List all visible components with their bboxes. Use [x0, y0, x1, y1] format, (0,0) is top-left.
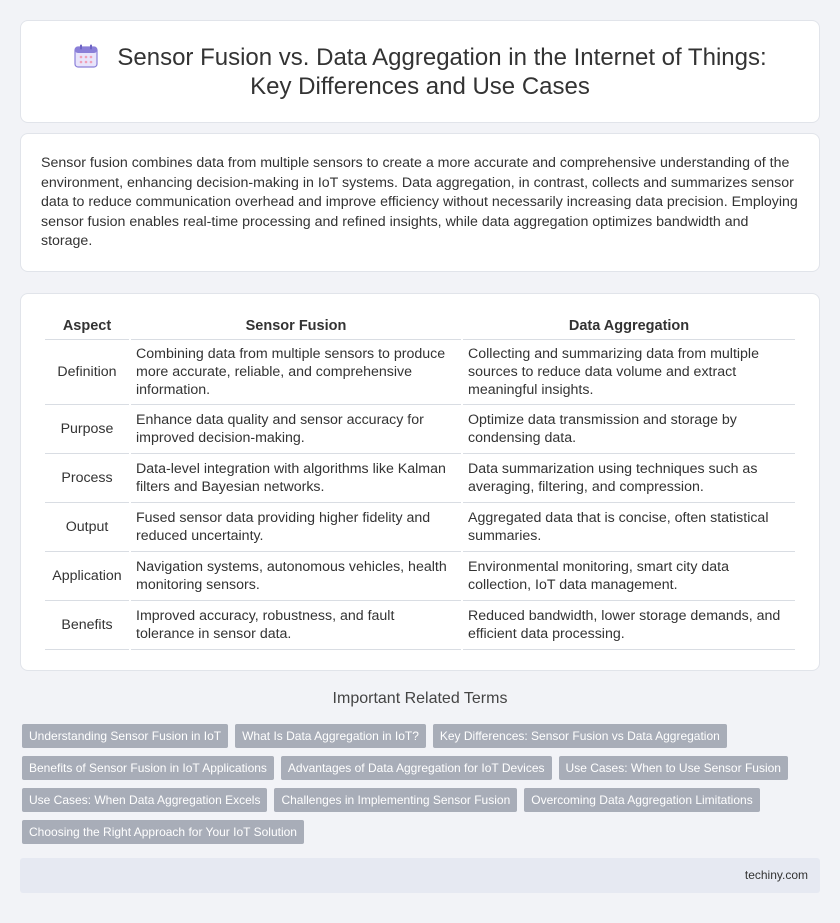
related-term-link[interactable]: What Is Data Aggregation in IoT? — [235, 724, 426, 748]
table-row — [45, 405, 795, 454]
related-terms-title: Important Related Terms — [332, 690, 508, 707]
related-term-link[interactable]: Benefits of Sensor Fusion in IoT Applications — [22, 756, 274, 780]
row-data-aggregation: Data summarization using techniques such as averaging, filtering, and compression. — [463, 454, 795, 503]
related-terms-list — [22, 724, 822, 844]
title-card — [20, 20, 820, 123]
row-sensor-fusion: Combining data from multiple sensors to produce more accurate, reliable, and comprehensive information. — [131, 340, 461, 405]
table-row — [45, 340, 795, 405]
related-term-link[interactable]: Use Cases: When to Use Sensor Fusion — [559, 756, 788, 780]
table-row — [45, 503, 795, 552]
row-sensor-fusion: Data-level integration with algorithms like Kalman filters and Bayesian networks. — [131, 454, 461, 503]
row-sensor-fusion: Enhance data quality and sensor accuracy for improved decision-making. — [131, 405, 461, 454]
table-header-row — [45, 312, 795, 340]
row-aspect: Output — [45, 503, 129, 552]
row-data-aggregation: Reduced bandwidth, lower storage demands, and efficient data processing. — [463, 601, 795, 650]
header-data-aggregation: Data Aggregation — [463, 312, 795, 340]
related-term-link[interactable]: Key Differences: Sensor Fusion vs Data Aggregation — [433, 724, 727, 748]
related-term-link[interactable]: Use Cases: When Data Aggregation Excels — [22, 788, 267, 812]
footer-site-link[interactable]: techiny.com — [744, 868, 808, 882]
header-sensor-fusion: Sensor Fusion — [131, 312, 461, 340]
row-aspect: Purpose — [45, 405, 129, 454]
row-aspect: Definition — [45, 340, 129, 405]
row-aspect: Benefits — [45, 601, 129, 650]
related-term-link[interactable]: Overcoming Data Aggregation Limitations — [524, 788, 759, 812]
comparison-table-card — [20, 293, 820, 671]
row-data-aggregation: Environmental monitoring, smart city data collection, IoT data management. — [463, 552, 795, 601]
page-title — [61, 43, 779, 101]
row-sensor-fusion: Fused sensor data providing higher fidelity and reduced uncertainty. — [131, 503, 461, 552]
page-title-text: Sensor Fusion vs. Data Aggregation in the Internet of Things: Key Differences and Use Cases — [117, 43, 767, 100]
intro-paragraph: Sensor fusion combines data from multiple sensors to create a more accurate and comprehensive understanding of the environment, enhancing decision-making in IoT systems. Data aggregation, in contrast, collects and summarizes sensor data to reduce communication overhead and improve efficiency without necessarily increasing data precision. Employing sensor fusion enables real-time processing and refined insights, while data aggregation optimizes bandwidth and storage. — [41, 155, 798, 250]
table-row — [45, 552, 795, 601]
footer — [20, 858, 820, 893]
row-aspect: Application — [45, 552, 129, 601]
row-sensor-fusion: Improved accuracy, robustness, and fault tolerance in sensor data. — [131, 601, 461, 650]
comparison-table — [43, 312, 797, 650]
related-term-link[interactable]: Advantages of Data Aggregation for IoT Devices — [281, 756, 552, 780]
related-term-link[interactable]: Choosing the Right Approach for Your IoT Solution — [22, 820, 304, 844]
related-term-link[interactable]: Challenges in Implementing Sensor Fusion — [274, 788, 517, 812]
table-row — [45, 454, 795, 503]
row-data-aggregation: Collecting and summarizing data from multiple sources to reduce data volume and extract meaningful insights. — [463, 340, 795, 405]
table-row — [45, 601, 795, 650]
header-aspect: Aspect — [45, 312, 129, 340]
calendar-icon — [73, 43, 99, 69]
related-term-link[interactable]: Understanding Sensor Fusion in IoT — [22, 724, 228, 748]
row-data-aggregation: Optimize data transmission and storage by condensing data. — [463, 405, 795, 454]
row-aspect: Process — [45, 454, 129, 503]
intro-card — [20, 133, 820, 272]
row-data-aggregation: Aggregated data that is concise, often statistical summaries. — [463, 503, 795, 552]
row-sensor-fusion: Navigation systems, autonomous vehicles, health monitoring sensors. — [131, 552, 461, 601]
